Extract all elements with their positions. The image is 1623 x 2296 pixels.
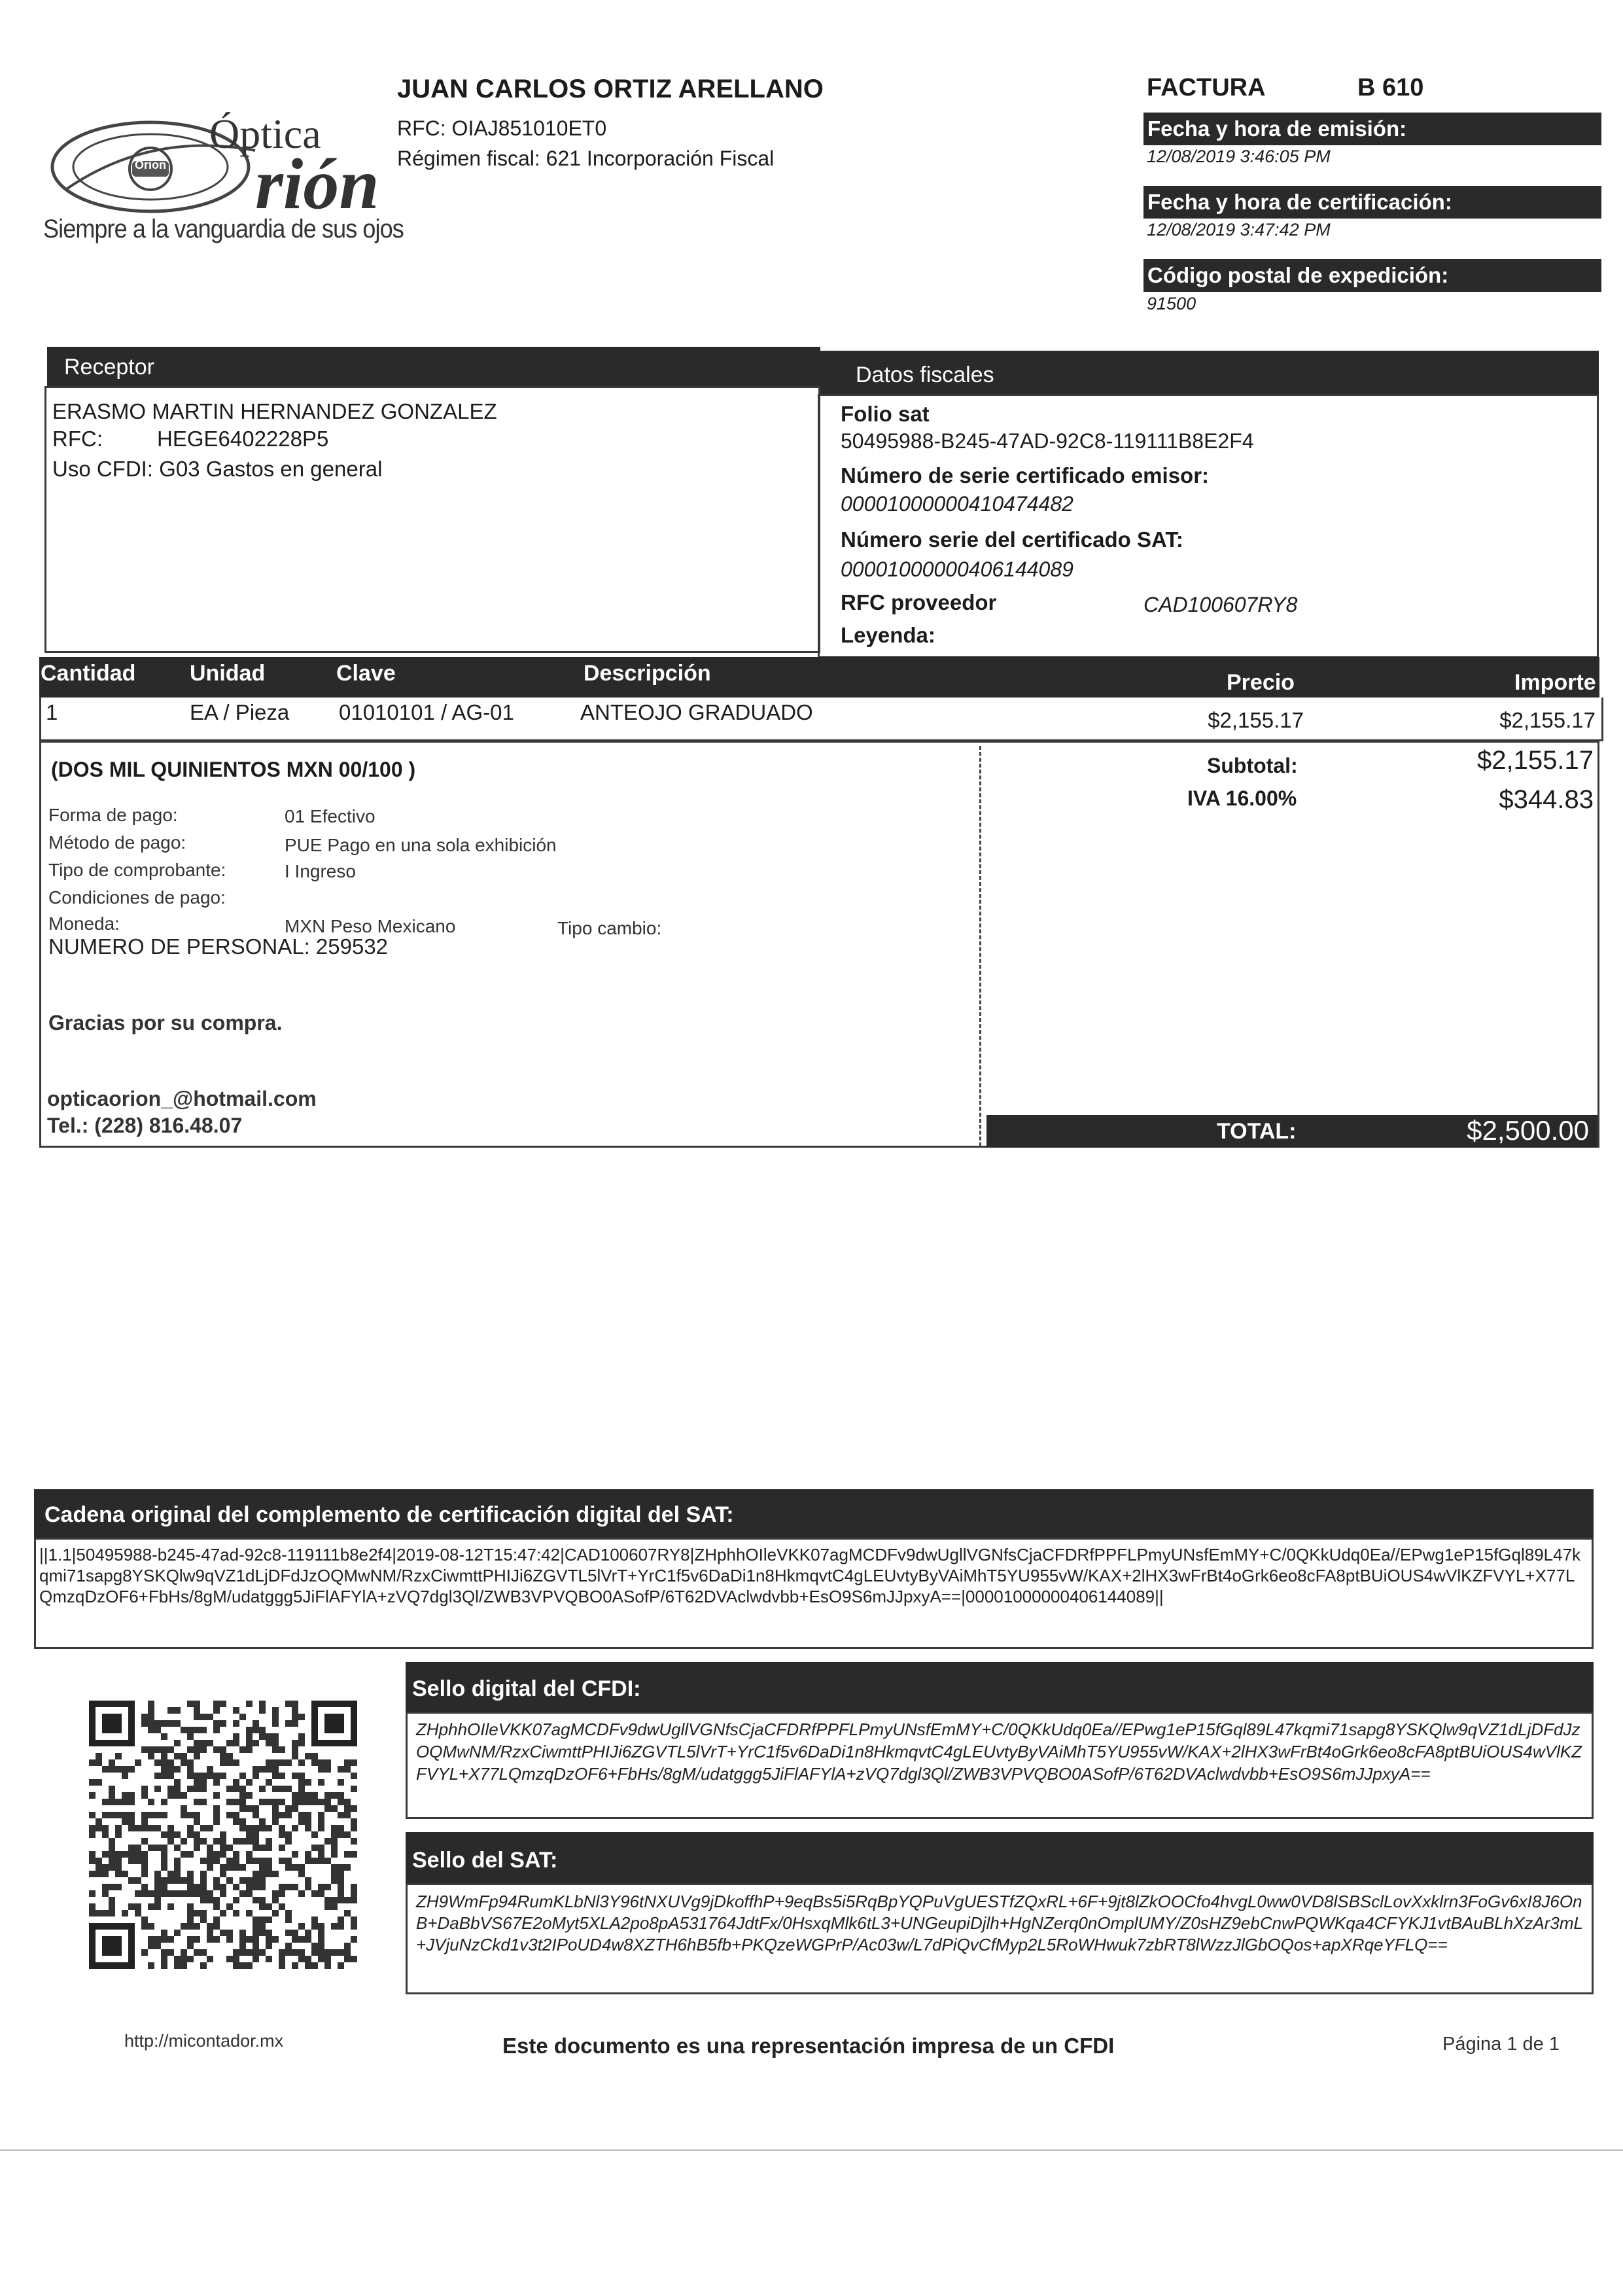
numero-personal: NUMERO DE PERSONAL: 259532 <box>48 934 389 959</box>
metodo-pago-value: PUE Pago en una sola exhibición <box>285 835 557 855</box>
col-unidad: Unidad <box>190 661 266 686</box>
serie-emisor-label: Número de serie certificado emisor: <box>841 463 1210 487</box>
fiscales-header: Datos fiscales <box>820 351 1599 394</box>
moneda-label: Moneda: <box>48 913 120 934</box>
certificacion-label: Fecha y hora de certificación: <box>1143 186 1601 219</box>
row-descripcion: ANTEOJO GRADUADO <box>580 700 813 724</box>
forma-pago-value: 01 Efectivo <box>285 806 375 826</box>
sello-cfdi-header: Sello digital del CFDI: <box>406 1662 1594 1712</box>
iva-value: $344.83 <box>1499 785 1594 814</box>
cadena-header: Cadena original del complemento de certificación digital del SAT: <box>34 1489 1594 1538</box>
tipo-cambio-label: Tipo cambio: <box>557 918 662 938</box>
col-clave: Clave <box>336 661 396 686</box>
sello-sat-text: ZH9WmFp94RumKLbNl3Y96tNXUVg9jDkoffhP+9eqBs5i5RqBpYQPuVgUESTfZQxRL+6F+9jt8lZkOOCfo4hvgL0ww0VD8lSBSclLovXxklrn3FoGv6xI8J6OnB+DaBbVS67E2oMyt5XLA2po8pA531764JdtFx/0HsxqMlk6tL3+UNGeupiDjlh+HgNZerq0nOmplUMY/Z0sHZ9ebCnwPQWKqa4CFYKJ1vtBAuBLhXzAr3mL+JVjuNzCkd1v3t2IPoUD4w8XZTH6hB5fb+PKQzeWGPrP/Ac03w/L7dPiQvCfMyp2L5RoWHwuk7zbRT8lWzzJlGbOQos+apXRqeYFLQ== <box>416 1892 1584 1954</box>
receptor-rfc-label: RFC: <box>52 427 103 451</box>
serie-sat-value: 00001000000406144089 <box>841 557 1073 581</box>
page-number: Página 1 de 1 <box>1442 2034 1560 2055</box>
col-cantidad: Cantidad <box>41 661 136 686</box>
total-label: TOTAL: <box>1217 1119 1297 1144</box>
tipo-comprobante-value: I Ingreso <box>285 861 356 881</box>
factura-label: FACTURA <box>1147 74 1266 101</box>
emision-value: 12/08/2019 3:46:05 PM <box>1147 147 1331 166</box>
contact-email: opticaorion_@hotmail.com <box>47 1087 317 1110</box>
row-clave: 01010101 / AG-01 <box>339 700 514 724</box>
thanks-message: Gracias por su compra. <box>48 1011 283 1034</box>
leyenda-label: Leyenda: <box>841 623 935 647</box>
serie-emisor-value: 00001000000410474482 <box>841 492 1073 516</box>
sello-sat-header: Sello del SAT: <box>406 1832 1594 1883</box>
serie-sat-label: Número serie del certificado SAT: <box>841 527 1183 552</box>
qr-code-icon <box>89 1700 357 1969</box>
moneda-value: MXN Peso Mexicano <box>285 916 456 936</box>
cp-value: 91500 <box>1147 294 1196 313</box>
amount-in-words: (DOS MIL QUINIENTOS MXN 00/100 ) <box>51 758 416 781</box>
condiciones-label: Condiciones de pago: <box>48 887 226 908</box>
subtotal-value: $2,155.17 <box>1477 746 1594 775</box>
row-precio: $2,155.17 <box>1208 708 1304 732</box>
cp-label: Código postal de expedición: <box>1143 259 1601 292</box>
forma-pago-label: Forma de pago: <box>48 805 178 825</box>
logo-tagline: Siempre a la vanguardia de sus ojos <box>43 215 404 243</box>
tipo-comprobante-label: Tipo de comprobante: <box>48 860 226 880</box>
summary-divider <box>979 746 981 1146</box>
issuer-rfc: RFC: OIAJ851010ET0 <box>397 116 607 140</box>
receptor-uso-cfdi: Uso CFDI: G03 Gastos en general <box>52 457 383 481</box>
issuer-name: JUAN CARLOS ORTIZ ARELLANO <box>397 75 824 103</box>
items-table-header <box>39 657 1599 698</box>
folio-sat-value: 50495988-B245-47AD-92C8-119111B8E2F4 <box>841 429 1254 453</box>
emision-label: Fecha y hora de emisión: <box>1143 113 1601 145</box>
footer-divider <box>0 2149 1623 2151</box>
footer-note: Este documento es una representación impresa de un CFDI <box>502 2034 1115 2058</box>
receptor-header: Receptor <box>47 347 820 386</box>
col-descripcion: Descripción <box>584 661 711 686</box>
receptor-rfc-value: HEGE6402228P5 <box>157 427 329 451</box>
rfc-proveedor-label: RFC proveedor <box>841 590 997 614</box>
logo-text-optica: Óptica <box>209 111 321 157</box>
logo-badge-text: Orion <box>135 158 166 171</box>
contact-phone: Tel.: (228) 816.48.07 <box>47 1114 243 1137</box>
logo-text-orion: rión <box>255 144 379 224</box>
row-cantidad: 1 <box>46 700 58 724</box>
col-precio: Precio <box>1227 670 1295 695</box>
iva-label: IVA 16.00% <box>1187 786 1297 810</box>
sello-cfdi-text: ZHphhOIleVKK07agMCDFv9dwUgllVGNfsCjaCFDRfPPFLPmyUNsfEmMY+C/0QKkUdq0Ea//EPwg1eP15fGql89L47kqmi71sapg8YSKQlw9qVZ1dLjDFdJzOQMwNM/RzxCiwmttPHIJi6ZGVTL5lVrT+YrC1f5v6DaDi1n8HkmqvtC4gLEUvtyByVAiMhT5YU955vW/KAX+2lHX3wFrBt4oGrk6eo8cFA8ptBUiOUS4wVlKZFVYL+X77LQmzqDzOF6+FbHs/8gM/udatggg5JiFlAFYlA+zVQ7dgl3Ql/ZWB3VPVQBO0ASofP/6T62DVAclwdvbb+EsO9S6mJJpxyA== <box>416 1720 1582 1784</box>
certificacion-value: 12/08/2019 3:47:42 PM <box>1147 220 1331 239</box>
row-importe: $2,155.17 <box>1499 708 1596 732</box>
subtotal-label: Subtotal: <box>1207 754 1298 777</box>
factura-number: B 610 <box>1357 74 1424 101</box>
rfc-proveedor-value: CAD100607RY8 <box>1143 593 1298 616</box>
cadena-text: ||1.1|50495988-b245-47ad-92c8-119111b8e2f4|2019-08-12T15:47:42|CAD100607RY8|ZHphhOIleVKK07agMCDFv9dwUgllVGNfsCjaCFDRfPPFLPmyUNsfEmMY+C/0QKkUdq0Ea//EPwg1eP15fGql89L47kqmi71sapg8YSKQlw9qVZ1dLjDFdJzOQMwNM/RzxCiwmttPHIJi6ZGVTL5lVrT+YrC1f5v6DaDi1n8HkmqvtC4gLEUvtyByVAiMhT5YU955vW/KAX+2lHX3wFrBt4oGrk6eo8cFA8ptBUiOUS4wVlKZFVYL+X77LQmzqDzOF6+FbHs/8gM/udatggg5JiFlAFYlA+zVQ7dgl3Ql/ZWB3VPVQBO0ASofP/6T62DVAclwdvbb+EsO9S6mJJpxyA==|00001000000406144089|| <box>39 1545 1581 1606</box>
row-unidad: EA / Pieza <box>190 700 290 724</box>
receptor-name: ERASMO MARTIN HERNANDEZ GONZALEZ <box>52 399 497 423</box>
col-importe: Importe <box>1514 670 1596 695</box>
issuer-regimen: Régimen fiscal: 621 Incorporación Fiscal <box>397 147 775 170</box>
total-value: $2,500.00 <box>1467 1115 1589 1146</box>
folio-sat-label: Folio sat <box>841 402 930 426</box>
metodo-pago-label: Método de pago: <box>48 832 186 853</box>
footer-url: http://micontador.mx <box>124 2031 284 2051</box>
